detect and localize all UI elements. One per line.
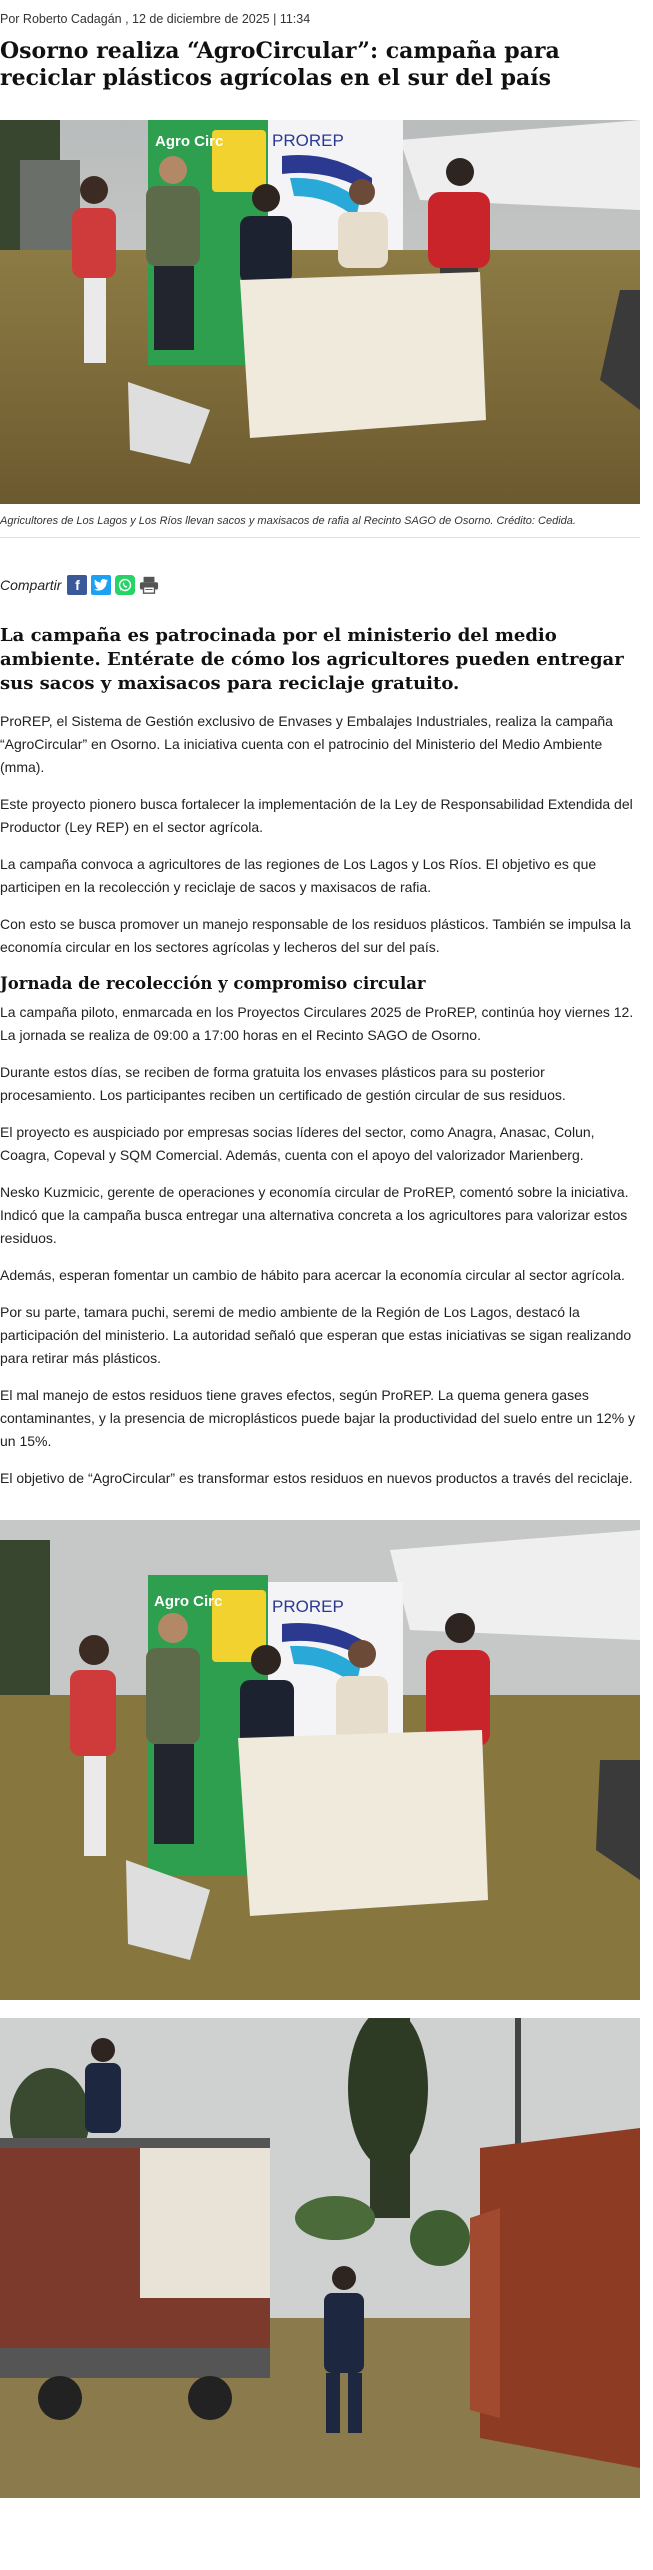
article-paragraph: El proyecto es auspiciado por empresas socias líderes del sector, como Anagra, Anasac, Colun, Coagra, Copeval y SQM Comercial. Además, cuenta con el apoyo del valorizador Marienberg. — [0, 1124, 595, 1163]
article-paragraph: Con esto se busca promover un manejo responsable de los residuos plásticos. También se impulsa la economía circular en los sectores agrícolas y lecheros del sur del país. — [0, 916, 631, 955]
article-paragraph: Nesko Kuzmicic, gerente de operaciones y economía circular de ProREP, comentó sobre la iniciativa. Indicó que la campaña busca entregar una alternativa concreta a los agricultores para valorizar estos residuos. — [0, 1184, 629, 1246]
article-byline: Por Roberto Cadagán , 12 de diciembre de 2025 | 11:34 — [0, 12, 311, 26]
caption-divider — [0, 537, 640, 538]
article-title: Osorno realiza “AgroCircular”: campaña para reciclar plásticos agrícolas en el sur del país — [0, 38, 560, 91]
article-paragraph: Además, esperan fomentar un cambio de hábito para acercar la economía circular al sector agrícola. — [0, 1267, 625, 1283]
banner-brand-text: PROREP — [272, 1597, 344, 1616]
collection-photo-svg — [0, 2018, 640, 2498]
article-paragraph: ProREP, el Sistema de Gestión exclusivo de Envases y Embalajes Industriales, realiza la campaña “AgroCircular” en Osorno. La iniciativa cuenta con el patrocinio del Ministerio del Medio Ambiente (mma). — [0, 713, 613, 775]
banner-green-text: Agro Circ — [154, 1593, 223, 1610]
article-photo-collection — [0, 2018, 640, 2498]
share-label: Compartir — [0, 577, 62, 593]
facebook-icon[interactable]: f — [67, 575, 87, 595]
group-photo-svg — [0, 1520, 640, 2000]
hero-photo-svg — [0, 120, 640, 504]
article-paragraph: Este proyecto pionero busca fortalecer la implementación de la Ley de Responsabilidad Extendida del Productor (Ley REP) en el sector agrícola. — [0, 796, 633, 835]
whatsapp-icon[interactable] — [115, 575, 135, 595]
twitter-icon[interactable] — [91, 575, 111, 595]
article-paragraph: Por su parte, tamara puchi, seremi de medio ambiente de la Región de Los Lagos, destacó la participación del ministerio. La autoridad señaló que esperan que estas iniciativas se sigan realizando para retirar más plásticos. — [0, 1304, 632, 1366]
article-paragraph: La campaña convoca a agricultores de las regiones de Los Lagos y Los Ríos. El objetivo es que participen en la recolección y reciclaje de sacos y maxisacos de rafia. — [0, 856, 597, 895]
article-photo-group — [0, 1520, 640, 2000]
hero-caption: Agricultores de Los Lagos y Los Ríos llevan sacos y maxisacos de rafia al Recinto SAGO de Osorno. Crédito: Cedida. — [0, 515, 576, 527]
article-paragraph: El mal manejo de estos residuos tiene graves efectos, según ProREP. La quema genera gases contaminantes, y la presencia de microplásticos puede bajar la productividad del suelo entre un 12% y un 15%. — [0, 1387, 636, 1449]
article-paragraph: La campaña piloto, enmarcada en los Proyectos Circulares 2025 de ProREP, continúa hoy viernes 12. La jornada se realiza de 09:00 a 17:00 horas en el Recinto SAGO de Osorno. — [0, 1004, 634, 1043]
banner-brand-text: PROREP — [272, 131, 344, 150]
article-subheading: Jornada de recolección y compromiso circular — [0, 974, 426, 993]
banner-green-text: Agro Circ — [155, 133, 224, 150]
article-lead: La campaña es patrocinada por el ministerio del medio ambiente. Entérate de cómo los agricultores pueden entregar sus sacos y maxisacos para reciclaje gratuito. — [0, 625, 624, 694]
print-icon[interactable] — [139, 575, 159, 595]
share-bar — [0, 574, 653, 596]
hero-figure — [0, 120, 640, 538]
hero-photo — [0, 120, 640, 504]
article-paragraph: El objetivo de “AgroCircular” es transformar estos residuos en nuevos productos a través del reciclaje. — [0, 1470, 633, 1486]
article-paragraph: Durante estos días, se reciben de forma gratuita los envases plásticos para su posterior procesamiento. Los participantes reciben un certificado de gestión circular de sus residuos. — [0, 1064, 566, 1103]
